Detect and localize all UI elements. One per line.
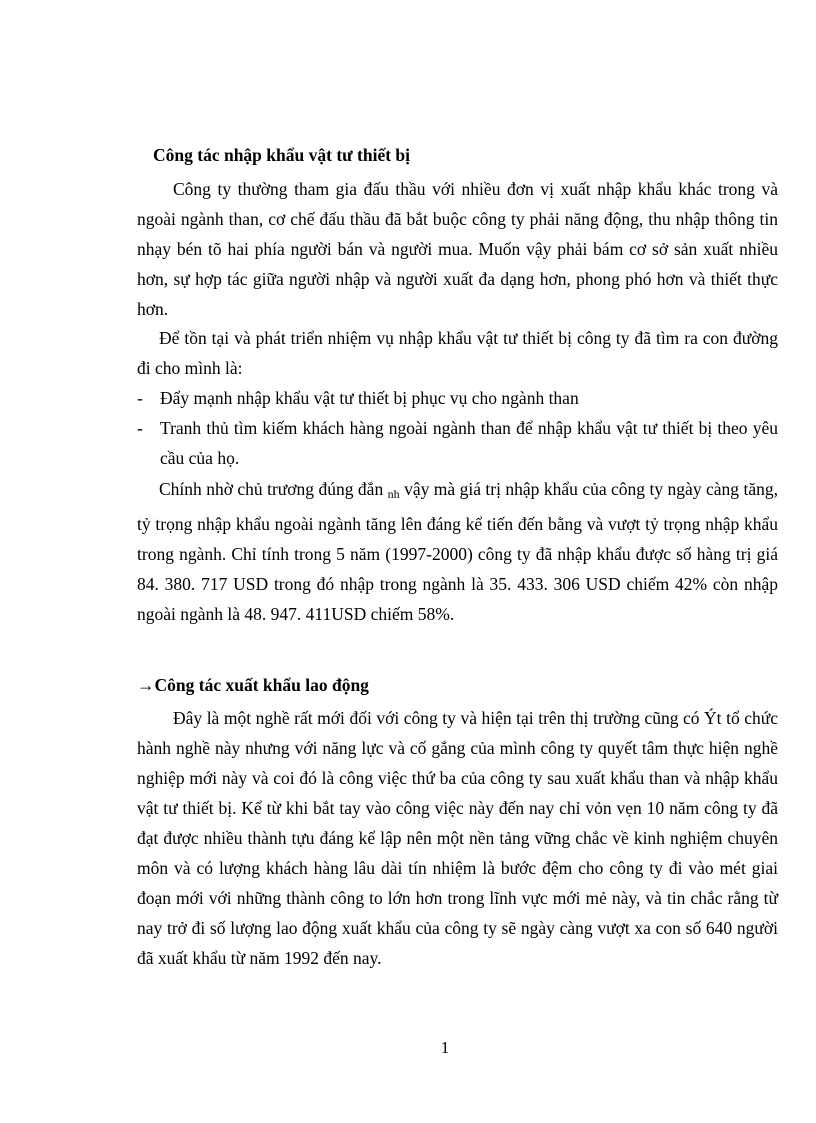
bullet-item: [137, 383, 778, 413]
page-number: 1: [440, 1038, 450, 1057]
section-heading-import: Công tác nhập khẩu vật tư thiết bị: [153, 145, 411, 165]
section-heading-labor-export: →Công tác xuất khẩu lao động: [137, 675, 369, 695]
paragraph-import-results-start: Chính nhờ chủ trương đúng đắn: [159, 479, 388, 499]
bullet-text: Đẩy mạnh nhập khẩu vật tư thiết bị phục vụ cho ngành than: [160, 388, 579, 408]
paragraph-import-results: [137, 474, 778, 629]
bullet-dash: -: [137, 418, 143, 438]
paragraph-import-bidding: Công ty thường tham gia đấu thầu với nhiều đơn vị xuất nhập khẩu khác trong và ngoài ngành than, cơ chế đấu thầu đã bắt buộc công ty phải năng động, thu nhập thông tin nhạy bén tõ hai phía người bán và người mua. Muốn vậy phải bám cơ sở sản xuất nhiều hơn, sự hợp tác giữa người nhập và người xuất đa dạng hơn, phong phó hơn và thiết thực hơn.: [137, 179, 778, 319]
paragraph-labor-export: Đây là một nghề rất mới đối với công ty và hiện tại trên thị trường cũng có Ýt tổ chức hành nghề này nhưng với năng lực và cố gắng của mình công ty quyết tâm thực hiện nghề nghiệp mới này và coi đó là công việc thứ ba của công ty sau xuất khẩu than và nhập khẩu vật tư thiết bị. Kể từ khi bắt tay vào công việc này đến nay chỉ vỏn vẹn 10 năm công ty đã đạt được nhiều thành tựu đáng kể lập nên một nền tảng vững chắc về kinh nghiệm chuyên môn và có lượng khách hàng lâu dài tín nhiệm là bước đệm cho công ty đi vào mét giai đoạn mới với những thành công to lớn hơn trong lĩnh vực mới mẻ này, và tin chắc rằng từ nay trở đi số lượng lao động xuất khẩu của công ty sẽ ngày càng vượt xa con số 640 người đã xuất khẩu từ năm 1992 đến nay.: [137, 708, 778, 968]
bullet-dash: -: [137, 388, 143, 408]
paragraph-import-results-rest: vậy mà giá trị nhập khẩu của công ty ngày càng tăng, tỷ trọng nhập khẩu ngoài ngành tăng lên đáng kể tiến đến bằng và vượt tỷ trọng nhập khẩu trong ngành. Chỉ tính trong 5 năm (1997-2000) công ty đã nhập khẩu được số hàng trị giá 84. 380. 717 USD trong đó nhập trong ngành là 35. 433. 306 USD chiếm 42% còn nhập ngoài ngành là 48. 947. 411USD chiếm 58%.: [137, 479, 778, 624]
paragraph-import-strategy: Để tồn tại và phát triển nhiệm vụ nhập khẩu vật tư thiết bị công ty đã tìm ra con đường đi cho mình là:: [137, 328, 778, 378]
bullet-item: [137, 413, 778, 473]
stray-mark: nh: [387, 487, 400, 501]
bullet-text: Tranh thủ tìm kiếm khách hàng ngoài ngành than để nhập khẩu vật tư thiết bị theo yêu cầu của họ.: [160, 418, 778, 468]
